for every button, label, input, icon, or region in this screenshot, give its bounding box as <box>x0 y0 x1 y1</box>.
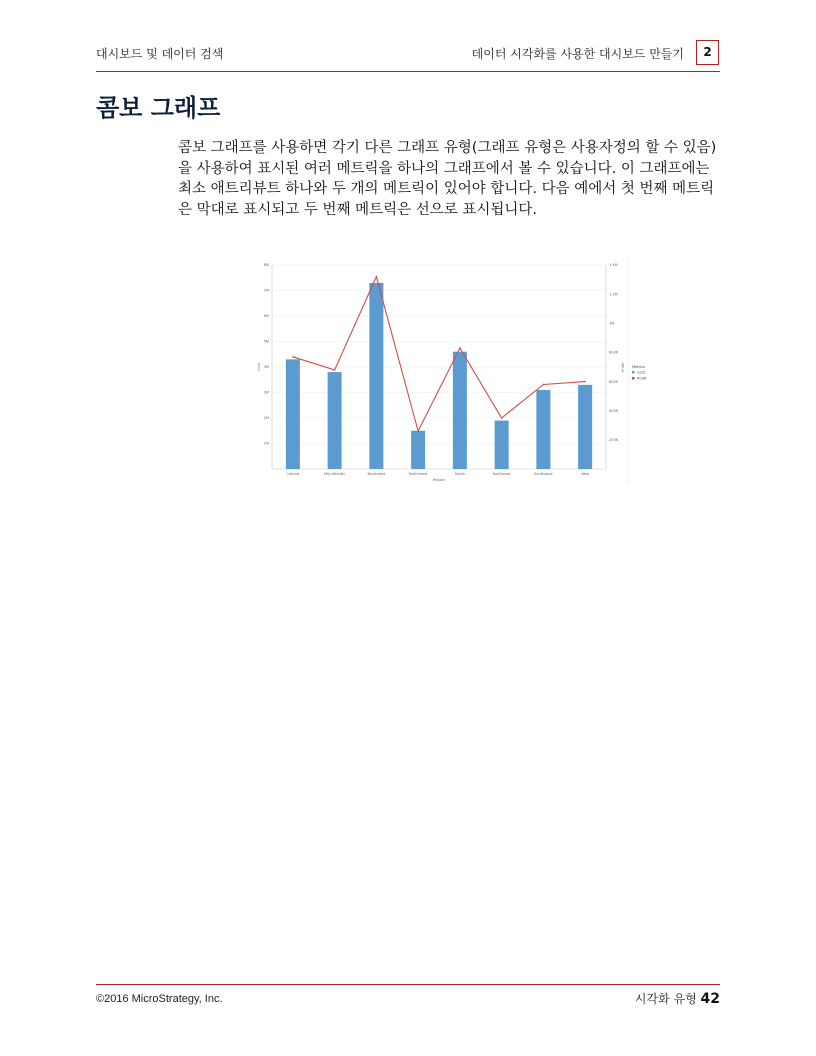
x-tick-label: Central <box>286 472 300 476</box>
y2-tick-label: 800K <box>609 350 619 355</box>
y2-tick-label: 200K <box>609 438 619 443</box>
x-tick-label: Northwest <box>408 472 428 476</box>
line-point <box>292 356 294 358</box>
bar <box>453 352 467 469</box>
x-tick-label: Northeast <box>367 472 386 476</box>
x-tick-label: South <box>454 472 466 476</box>
bar <box>369 283 383 469</box>
y-tick-label: 3M <box>263 390 269 395</box>
combo-chart-figure <box>254 257 660 485</box>
y2-tick-label: 1.2M <box>609 292 618 297</box>
bar <box>578 385 592 469</box>
y-tick-label: 6M <box>263 314 269 319</box>
y2-tick-label: 600K <box>609 379 619 384</box>
legend-swatch-cost <box>632 371 635 374</box>
line-point <box>459 347 461 349</box>
y-tick-label: 4M <box>263 365 269 370</box>
x-axis-title: Region <box>432 478 446 482</box>
bar <box>328 372 342 469</box>
y2-tick-label: 1M <box>609 321 615 326</box>
x-tick-label: Mid-Atlantic <box>323 472 346 476</box>
line-point <box>417 430 419 432</box>
y-tick-label: 8M <box>263 263 269 268</box>
footer-rule <box>96 984 720 985</box>
x-tick-label: Web <box>581 472 590 476</box>
y-axis-title: Cost <box>257 363 261 371</box>
legend-title: Metrics <box>632 365 646 369</box>
y-tick-label: 7M <box>263 288 269 293</box>
footer-copyright: ©2016 MicroStrategy, Inc. <box>96 993 223 1005</box>
line-point <box>501 417 503 419</box>
bar <box>495 421 509 469</box>
legend-swatch-profit <box>632 377 635 380</box>
bar <box>411 431 425 469</box>
footer-section-label: 시각화 유형 <box>634 992 697 1006</box>
line-point <box>543 384 545 386</box>
running-header-section: 대시보드 및 데이터 검색 <box>96 47 224 61</box>
line-point <box>584 381 586 383</box>
bar <box>536 390 550 469</box>
header-rule <box>96 71 720 72</box>
combo-chart <box>254 257 660 485</box>
x-tick-label: Southeast <box>492 472 511 476</box>
y-tick-label: 1M <box>263 441 269 446</box>
page-title: 콤보 그래프 <box>96 94 221 122</box>
body-paragraph: 콤보 그래프를 사용하면 각기 다른 그래프 유형(그래프 유형은 사용자정의 할 수 있음)을 사용하여 표시된 여러 메트릭을 하나의 그래프에서 볼 수 있습니다. 이 그래프에는 최소 애트리뷰트 하나와 두 개의 메트릭이 있어야 합니다. 다음 예에서 첫 번째 메트릭은 막대로 표시되고 두 번째 메트릭은 선으로 표시됩니다. <box>178 140 717 218</box>
y2-axis-title: Profit <box>621 362 625 372</box>
line-point <box>376 276 378 278</box>
chapter-number-badge: 2 <box>696 40 719 65</box>
y2-tick-label: 400K <box>609 408 619 413</box>
x-tick-label: Southwest <box>533 472 553 476</box>
running-header-chapter: 데이터 시각화를 사용한 대시보드 만들기 <box>471 47 684 61</box>
page-number: 42 <box>700 991 720 1007</box>
bar <box>286 359 300 469</box>
y2-tick-label: 1.4M <box>609 263 618 268</box>
y-tick-label: 2M <box>263 416 269 421</box>
line-point <box>334 369 336 371</box>
legend-label-profit: Profit <box>637 376 647 381</box>
y-tick-label: 5M <box>263 339 269 344</box>
footer-section <box>635 990 720 1007</box>
legend-label-cost: Cost <box>637 370 645 375</box>
